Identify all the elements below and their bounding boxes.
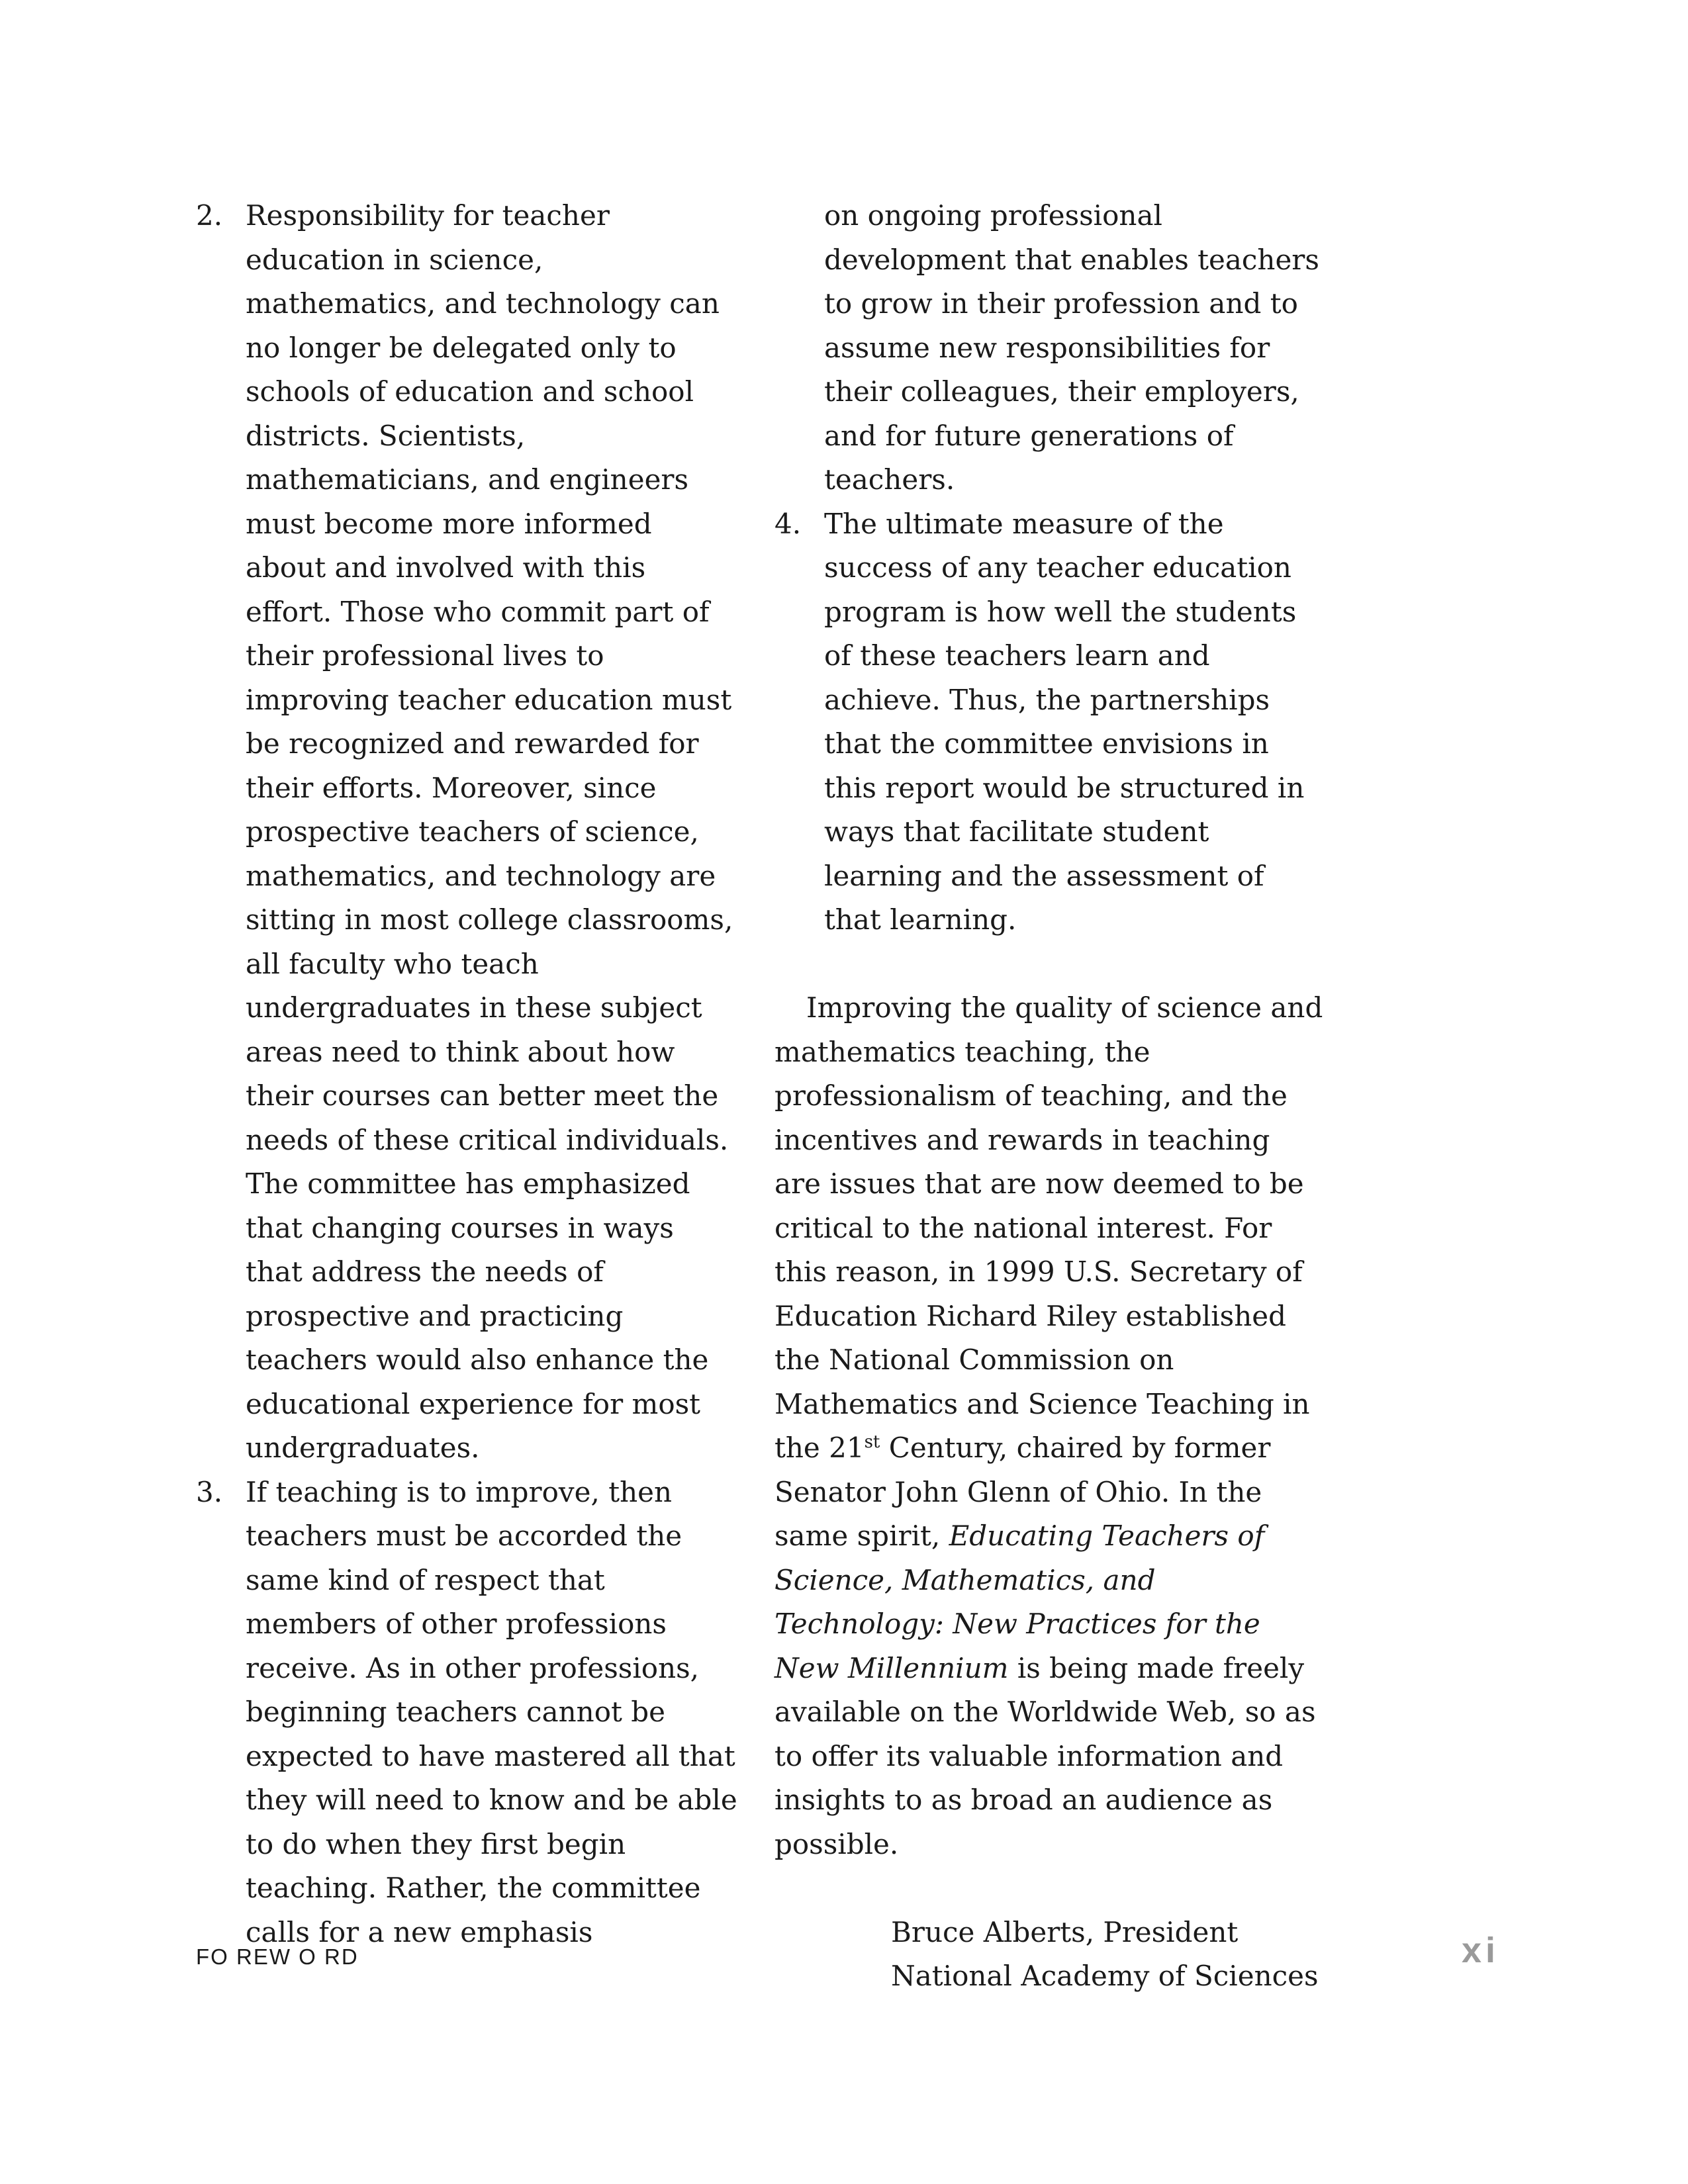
list-item-4 xyxy=(774,502,1324,942)
closing-paragraph xyxy=(774,986,1324,1866)
paragraph-text-start: Improving the quality of science and mathematics teaching, the professionalism of teaching, and the incentives and rewards in teaching are issues that are now deemed to be critical to the national interest. For this reason, in 1999 U.S. Secretary of Education Richard Riley established the National Commission on Mathematics and Science Teaching in the 21 xyxy=(774,991,1323,1464)
list-item-3 xyxy=(196,1471,739,1955)
list-item-4-text: The ultimate measure of the success of any teacher education program is how well the students of these teachers learn and achieve. Thus, the partnerships that the committee envisions in this report would be structured in ways that facilitate student learning and the assessment of that learning. xyxy=(824,507,1305,936)
signature-spacer xyxy=(774,1866,1324,1911)
right-column xyxy=(774,194,1324,1999)
signature-block xyxy=(774,1911,1324,1999)
recommendation-list-right xyxy=(774,502,1324,942)
list-item-3-text: If teaching is to improve, then teachers must be accorded the same kind of respect that members of other professions receive. As in other professions, beginning teachers cannot be expected to have mastered all that they will need to know and be able to do when they first begin teaching. Rather, the committee calls for a new emphasis xyxy=(246,1475,737,1948)
list-number-2: 2. xyxy=(196,199,223,232)
page-number: xi xyxy=(1462,1931,1500,1970)
paragraph-text-end: is being made freely available on the Worldwide Web, so as to offer its valuable information and insights to as broad an audience as possible. xyxy=(774,1651,1316,1860)
list-number-4: 4. xyxy=(774,507,802,540)
paragraph-text-middle: Century, chaired by former Senator John Glenn of Ohio. In the same spirit, xyxy=(774,1432,1271,1552)
left-column xyxy=(196,194,739,1954)
paragraph-spacer xyxy=(774,942,1324,987)
list-item-3-continued: on ongoing professional development that enables teachers to grow in their profession and to assume new responsibilities for their colleagues, their employers, and for future generations of teachers. xyxy=(824,199,1319,496)
footer-section-label: FO REW O RD xyxy=(196,1944,359,1969)
signature-organization: National Academy of Sciences xyxy=(891,1960,1319,1992)
signature-name: Bruce Alberts, President xyxy=(891,1915,1239,1948)
ordinal-superscript: st xyxy=(864,1432,880,1452)
list-item-2 xyxy=(196,194,739,1471)
list-item-2-text: Responsibility for teacher education in science, mathematics, and technology can no longer be delegated only to schools of education and school districts. Scientists, mathematicians, and engineers must become more informed about and involved with this effort. Those who commit part of their professional lives to improving teacher education must be recognized and rewarded for their efforts. Moreover, since prospective teachers of science, mathematics, and technology are sitting in most college classrooms, all faculty who teach undergraduates in these subject areas need to think about how their courses can better meet the needs of these critical individuals. The committee has emphasized that changing courses in ways that address the needs of prospective and practicing teachers would also enhance the educational experience for most undergraduates. xyxy=(246,199,733,1464)
report-title: Educating Teachers of Science, Mathematics, and Technology: New Practices for the New Millennium xyxy=(774,1520,1265,1684)
list-number-3: 3. xyxy=(196,1475,223,1508)
recommendation-list-left xyxy=(196,194,739,1954)
